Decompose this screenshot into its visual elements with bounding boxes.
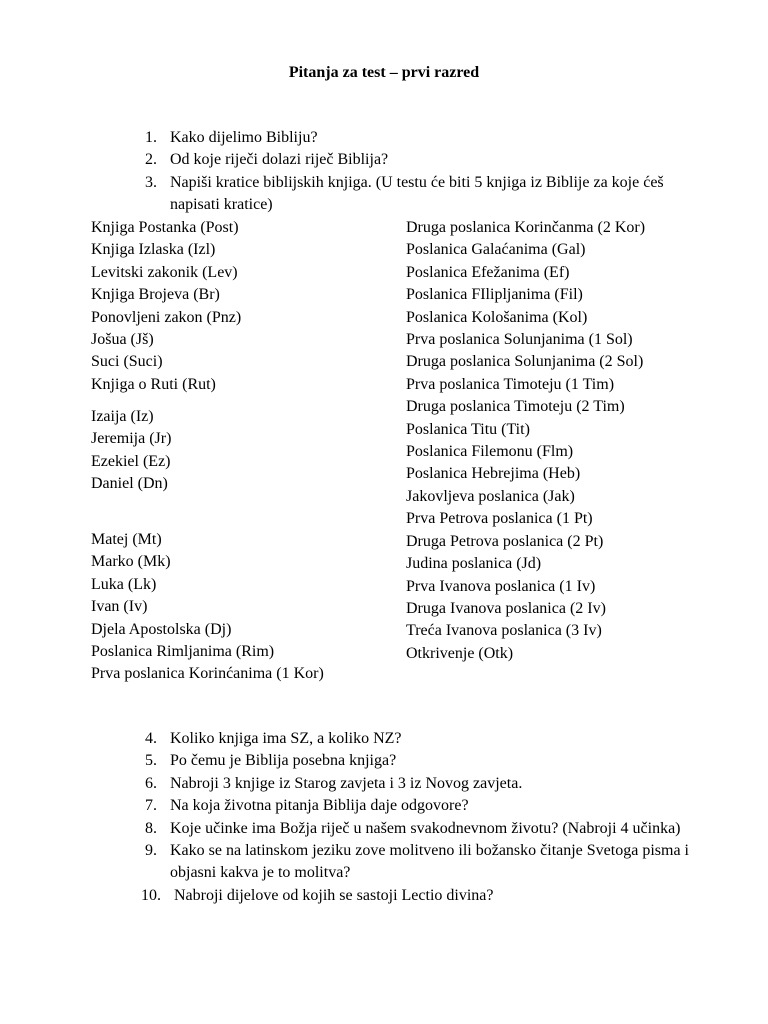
question-number: 4.	[145, 730, 157, 747]
book-item: Prva poslanica Timoteju (1 Tim)	[406, 375, 615, 393]
book-item: Luka (Lk)	[91, 575, 157, 593]
question-number: 5.	[145, 752, 157, 770]
question-item	[145, 795, 705, 817]
book-item: Druga Ivanova poslanica (2 Iv)	[406, 599, 606, 617]
book-item: Daniel (Dn)	[91, 475, 168, 493]
question-number: 1.	[145, 129, 157, 146]
book-item: Ezekiel (Ez)	[91, 452, 171, 470]
question-number: 2.	[145, 151, 157, 169]
book-item: Knjiga Izlaska (Izl)	[91, 241, 216, 259]
book-item: Druga poslanica Solunjanima (2 Sol)	[406, 353, 644, 371]
book-item: Judina poslanica (Jd)	[406, 555, 542, 573]
question-item	[141, 885, 705, 907]
question-number: 10.	[141, 886, 161, 904]
book-item: Otkrivenje (Otk)	[406, 644, 514, 662]
book-item: Knjiga Brojeva (Br)	[91, 286, 220, 304]
book-item: Poslanica Galaćanima (Gal)	[406, 241, 586, 259]
book-item: Jeremija (Jr)	[91, 430, 172, 448]
book-item: Matej (Mt)	[91, 531, 162, 548]
question-number: 6.	[145, 774, 157, 792]
book-item: Izaija (Iz)	[91, 408, 154, 425]
book-item: Poslanica Hebrejima (Heb)	[406, 465, 581, 483]
book-item: Prva Ivanova poslanica (1 Iv)	[406, 577, 596, 595]
book-item: Poslanica FIlipljanima (Fil)	[406, 286, 583, 304]
question-item	[145, 728, 705, 750]
question-item	[145, 149, 705, 171]
question-item	[145, 818, 705, 840]
question-item	[145, 750, 705, 772]
question-text: Nabroji 3 knjige iz Starog zavjeta i 3 iz Novog zavjeta.	[170, 774, 523, 792]
book-item: Druga Petrova poslanica (2 Pt)	[406, 532, 604, 550]
question-list-top	[145, 127, 705, 217]
book-item: Jakovljeva poslanica (Jak)	[406, 487, 575, 505]
question-number: 9.	[145, 842, 157, 860]
question-number: 3.	[145, 173, 157, 191]
book-item: Knjiga Postanka (Post)	[91, 219, 239, 236]
book-item: Druga poslanica Korinčanma (2 Kor)	[406, 219, 646, 236]
new-testament-books-group-1	[91, 529, 324, 686]
question-text: Kako se na latinskom jeziku zove molitveno ili božansko čitanje Svetoga pisma i objasni kakva je to molitva?	[170, 842, 689, 882]
question-text: Nabroji dijelove od kojih se sastoji Lectio divina?	[174, 886, 494, 904]
book-item: Suci (Suci)	[91, 353, 163, 371]
question-text: Koliko knjiga ima SZ, a koliko NZ?	[170, 730, 402, 747]
book-item: Poslanica Kološanima (Kol)	[406, 308, 588, 326]
book-item: Prva Petrova poslanica (1 Pt)	[406, 510, 593, 528]
book-item: Treća Ivanova poslanica (3 Iv)	[406, 622, 602, 640]
question-number: 7.	[145, 797, 157, 815]
book-item: Knjiga o Ruti (Rut)	[91, 375, 216, 393]
book-item: Poslanica Rimljanima (Rim)	[91, 643, 275, 661]
page-title: Pitanja za test – prvi razred	[288, 64, 480, 81]
book-item: Prva poslanica Korinćanima (1 Kor)	[91, 665, 324, 683]
question-text: Od koje riječi dolazi riječ Biblija?	[170, 151, 389, 169]
book-item: Poslanica Filemonu (Flm)	[406, 443, 574, 461]
new-testament-books-group-2	[406, 217, 645, 665]
question-text: Na koja životna pitanja Biblija daje odgovore?	[170, 797, 469, 815]
book-item: Poslanica Titu (Tit)	[406, 420, 530, 438]
book-item: Poslanica Efežanima (Ef)	[406, 263, 570, 281]
question-text: Napiši kratice biblijskih knjiga. (U testu će biti 5 knjiga iz Biblije za koje ćeš napisati kratice)	[170, 173, 664, 214]
question-item	[145, 127, 705, 149]
question-list-bottom	[141, 728, 705, 907]
old-testament-books-group-2	[91, 406, 171, 496]
book-item: Ivan (Iv)	[91, 598, 148, 616]
question-text: Po čemu je Biblija posebna knjiga?	[170, 752, 397, 770]
question-text: Koje učinke ima Božja riječ u našem svakodnevnom životu? (Nabroji 4 učinka)	[170, 819, 681, 837]
question-text: Kako dijelimo Bibliju?	[170, 129, 318, 146]
question-item	[145, 172, 705, 217]
book-item: Marko (Mk)	[91, 553, 171, 571]
question-item	[145, 840, 705, 885]
question-number: 8.	[145, 819, 157, 837]
old-testament-books-group-1	[91, 217, 241, 396]
book-item: Druga poslanica Timoteju (2 Tim)	[406, 398, 625, 416]
question-item	[145, 773, 705, 795]
book-item: Djela Apostolska (Dj)	[91, 620, 232, 638]
book-item: Prva poslanica Solunjanima (1 Sol)	[406, 331, 633, 349]
book-item: Levitski zakonik (Lev)	[91, 263, 238, 281]
book-item: Jošua (Jš)	[91, 331, 154, 349]
book-item: Ponovljeni zakon (Pnz)	[91, 308, 242, 326]
